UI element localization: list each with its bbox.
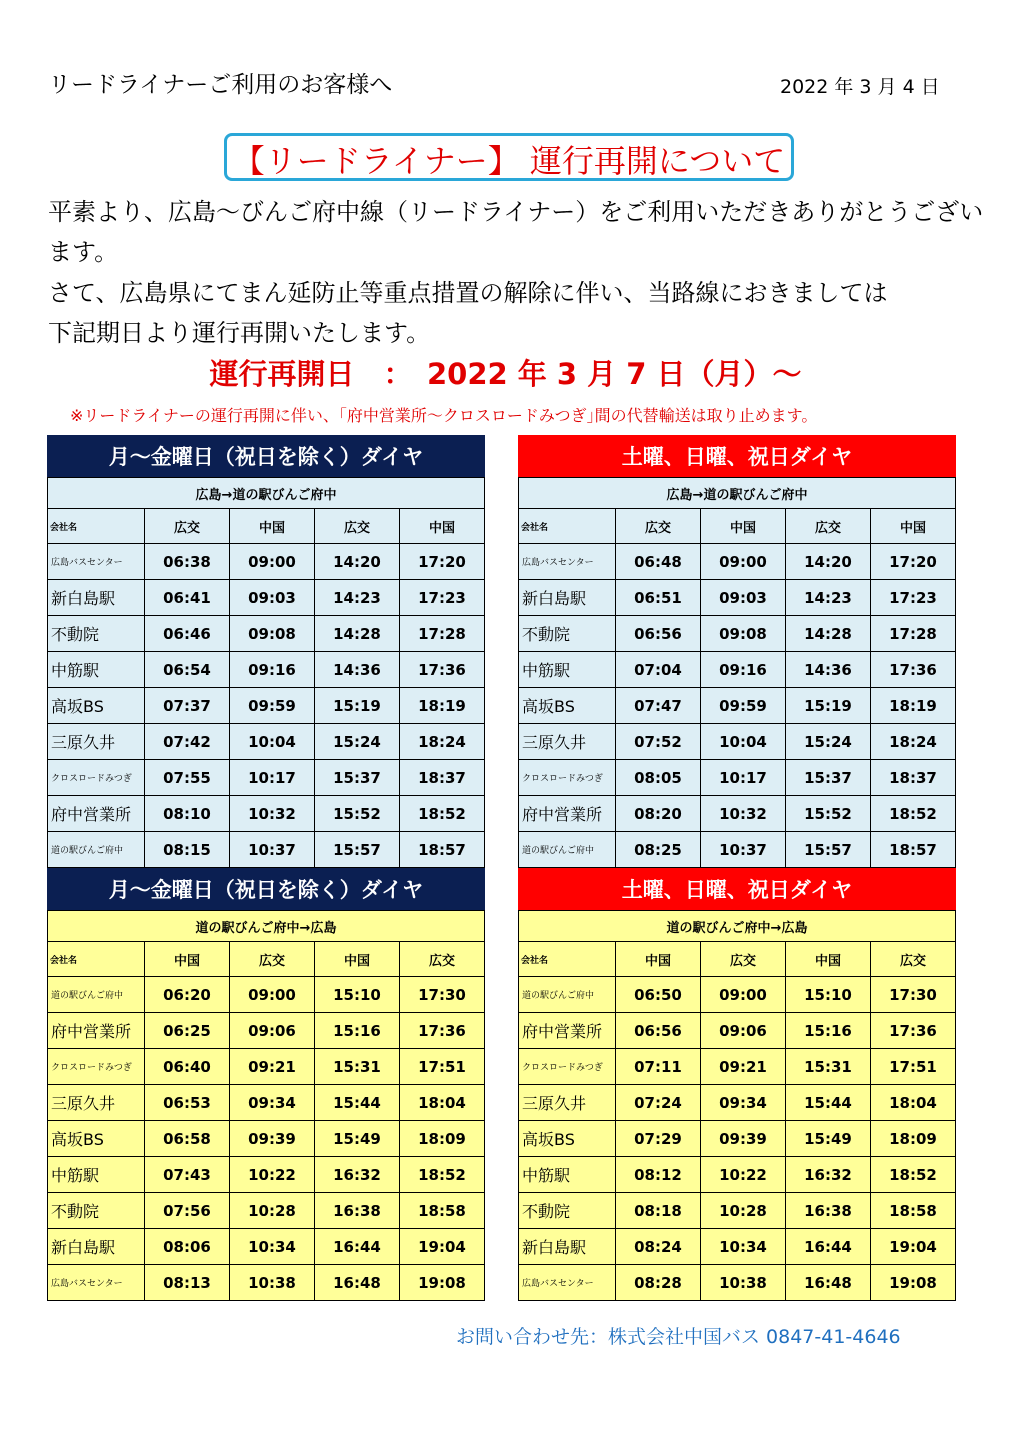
company-cell: 広交 bbox=[400, 942, 485, 977]
time-cell: 18:24 bbox=[400, 724, 485, 760]
stop-name: 道の駅びんご府中 bbox=[519, 977, 616, 1013]
company-cell: 広交 bbox=[616, 509, 701, 544]
stop-name: 府中営業所 bbox=[48, 796, 145, 832]
time-cell: 17:36 bbox=[871, 652, 956, 688]
company-cell: 中国 bbox=[315, 942, 400, 977]
table-row bbox=[519, 1049, 956, 1085]
time-cell: 15:57 bbox=[786, 832, 871, 868]
time-cell: 09:39 bbox=[701, 1121, 786, 1157]
table-row bbox=[48, 760, 485, 796]
time-cell: 16:48 bbox=[786, 1265, 871, 1301]
company-cell: 広交 bbox=[786, 509, 871, 544]
company-cell: 中国 bbox=[701, 509, 786, 544]
time-cell: 14:20 bbox=[315, 544, 400, 580]
time-cell: 10:28 bbox=[230, 1193, 315, 1229]
time-cell: 14:28 bbox=[786, 616, 871, 652]
company-cell: 広交 bbox=[315, 509, 400, 544]
timetable-holiday-outbound bbox=[518, 435, 956, 868]
time-cell: 10:34 bbox=[701, 1229, 786, 1265]
table-row bbox=[519, 977, 956, 1013]
time-cell: 06:41 bbox=[145, 580, 230, 616]
time-cell: 17:36 bbox=[400, 1013, 485, 1049]
time-cell: 16:48 bbox=[315, 1265, 400, 1301]
stop-name: 道の駅びんご府中 bbox=[519, 832, 616, 868]
time-cell: 08:13 bbox=[145, 1265, 230, 1301]
timetable bbox=[518, 910, 956, 1301]
time-cell: 10:28 bbox=[701, 1193, 786, 1229]
time-cell: 15:24 bbox=[315, 724, 400, 760]
time-cell: 19:08 bbox=[871, 1265, 956, 1301]
time-cell: 08:05 bbox=[616, 760, 701, 796]
time-cell: 18:52 bbox=[871, 1157, 956, 1193]
table-row bbox=[48, 616, 485, 652]
table-row bbox=[519, 544, 956, 580]
time-cell: 07:37 bbox=[145, 688, 230, 724]
stop-name: 高坂BS bbox=[519, 1121, 616, 1157]
table-row bbox=[48, 1157, 485, 1193]
time-cell: 17:30 bbox=[400, 977, 485, 1013]
company-label: 会社名 bbox=[519, 509, 616, 544]
table-row bbox=[519, 1121, 956, 1157]
time-cell: 09:39 bbox=[230, 1121, 315, 1157]
body-line-2: ます。 bbox=[48, 238, 119, 266]
table-row bbox=[519, 832, 956, 868]
stop-name: 府中営業所 bbox=[519, 1013, 616, 1049]
time-cell: 17:28 bbox=[871, 616, 956, 652]
time-cell: 10:17 bbox=[701, 760, 786, 796]
time-cell: 06:56 bbox=[616, 616, 701, 652]
timetable bbox=[47, 910, 485, 1301]
time-cell: 09:34 bbox=[230, 1085, 315, 1121]
time-cell: 08:10 bbox=[145, 796, 230, 832]
time-cell: 15:16 bbox=[315, 1013, 400, 1049]
table-row bbox=[48, 1193, 485, 1229]
time-cell: 10:04 bbox=[701, 724, 786, 760]
stop-name: 中筋駅 bbox=[48, 652, 145, 688]
timetable bbox=[518, 477, 956, 868]
table-row bbox=[519, 1013, 956, 1049]
time-cell: 18:19 bbox=[400, 688, 485, 724]
time-cell: 06:54 bbox=[145, 652, 230, 688]
stop-name: 高坂BS bbox=[48, 1121, 145, 1157]
stop-name: 中筋駅 bbox=[519, 1157, 616, 1193]
stop-name: 中筋駅 bbox=[519, 652, 616, 688]
stop-name: 新白島駅 bbox=[48, 580, 145, 616]
table-row bbox=[48, 1013, 485, 1049]
time-cell: 15:52 bbox=[786, 796, 871, 832]
company-cell: 中国 bbox=[616, 942, 701, 977]
time-cell: 17:20 bbox=[871, 544, 956, 580]
time-cell: 08:20 bbox=[616, 796, 701, 832]
time-cell: 15:24 bbox=[786, 724, 871, 760]
time-cell: 07:56 bbox=[145, 1193, 230, 1229]
time-cell: 10:22 bbox=[701, 1157, 786, 1193]
timetable-holiday-inbound bbox=[518, 868, 956, 1301]
stop-name: 広島バスセンター bbox=[48, 544, 145, 580]
stop-name: 広島バスセンター bbox=[519, 1265, 616, 1301]
time-cell: 16:44 bbox=[786, 1229, 871, 1265]
time-cell: 09:00 bbox=[701, 977, 786, 1013]
time-cell: 15:19 bbox=[786, 688, 871, 724]
time-cell: 18:52 bbox=[400, 796, 485, 832]
document-date: 2022 年 3 月 4 日 bbox=[780, 76, 940, 98]
time-cell: 07:55 bbox=[145, 760, 230, 796]
stop-name: 三原久井 bbox=[48, 724, 145, 760]
time-cell: 18:52 bbox=[871, 796, 956, 832]
stop-name: 三原久井 bbox=[48, 1085, 145, 1121]
time-cell: 15:57 bbox=[315, 832, 400, 868]
table-row bbox=[519, 580, 956, 616]
time-cell: 18:09 bbox=[400, 1121, 485, 1157]
body-line-4: 下記期日より運行再開いたします。 bbox=[48, 319, 431, 347]
time-cell: 15:16 bbox=[786, 1013, 871, 1049]
time-cell: 09:21 bbox=[230, 1049, 315, 1085]
stop-name: 不動院 bbox=[48, 1193, 145, 1229]
table-row bbox=[48, 796, 485, 832]
time-cell: 07:11 bbox=[616, 1049, 701, 1085]
time-cell: 06:56 bbox=[616, 1013, 701, 1049]
table-row bbox=[519, 616, 956, 652]
time-cell: 18:58 bbox=[871, 1193, 956, 1229]
time-cell: 07:29 bbox=[616, 1121, 701, 1157]
stop-name: 広島バスセンター bbox=[519, 544, 616, 580]
time-cell: 10:37 bbox=[230, 832, 315, 868]
time-cell: 08:06 bbox=[145, 1229, 230, 1265]
time-cell: 18:04 bbox=[400, 1085, 485, 1121]
time-cell: 19:08 bbox=[400, 1265, 485, 1301]
timetable-weekday-inbound bbox=[47, 868, 485, 1301]
time-cell: 17:36 bbox=[400, 652, 485, 688]
time-cell: 15:49 bbox=[786, 1121, 871, 1157]
stop-name: 新白島駅 bbox=[48, 1229, 145, 1265]
time-cell: 14:28 bbox=[315, 616, 400, 652]
time-cell: 17:30 bbox=[871, 977, 956, 1013]
stop-name: 新白島駅 bbox=[519, 580, 616, 616]
route-label: 道の駅びんご府中→広島 bbox=[48, 911, 485, 942]
time-cell: 18:19 bbox=[871, 688, 956, 724]
time-cell: 17:51 bbox=[400, 1049, 485, 1085]
time-cell: 07:04 bbox=[616, 652, 701, 688]
time-cell: 08:18 bbox=[616, 1193, 701, 1229]
table-row bbox=[519, 796, 956, 832]
body-line-3: さて、広島県にてまん延防止等重点措置の解除に伴い、当路線におきましては bbox=[48, 279, 888, 307]
timetable bbox=[47, 477, 485, 868]
stop-name: 不動院 bbox=[48, 616, 145, 652]
page-title: 【リードライナー】 運行再開について bbox=[232, 142, 786, 180]
time-cell: 15:37 bbox=[786, 760, 871, 796]
time-cell: 08:15 bbox=[145, 832, 230, 868]
time-cell: 09:34 bbox=[701, 1085, 786, 1121]
time-cell: 06:20 bbox=[145, 977, 230, 1013]
time-cell: 08:12 bbox=[616, 1157, 701, 1193]
route-label: 広島→道の駅びんご府中 bbox=[519, 478, 956, 509]
time-cell: 15:10 bbox=[786, 977, 871, 1013]
time-cell: 18:37 bbox=[400, 760, 485, 796]
time-cell: 06:38 bbox=[145, 544, 230, 580]
stop-name: クロスロードみつぎ bbox=[519, 760, 616, 796]
company-cell: 広交 bbox=[701, 942, 786, 977]
time-cell: 15:19 bbox=[315, 688, 400, 724]
time-cell: 08:25 bbox=[616, 832, 701, 868]
table-row bbox=[519, 688, 956, 724]
time-cell: 09:16 bbox=[701, 652, 786, 688]
time-cell: 06:46 bbox=[145, 616, 230, 652]
notice: ※リードライナーの運行再開に伴い、｢府中営業所～クロスロードみつぎ｣間の代替輸送は取り止めます。 bbox=[70, 406, 818, 425]
contact-info: お問い合わせ先：株式会社中国バス 0847-41-4646 bbox=[456, 1326, 901, 1348]
time-cell: 10:17 bbox=[230, 760, 315, 796]
time-cell: 09:59 bbox=[701, 688, 786, 724]
time-cell: 09:08 bbox=[230, 616, 315, 652]
time-cell: 08:28 bbox=[616, 1265, 701, 1301]
time-cell: 09:03 bbox=[230, 580, 315, 616]
table-row bbox=[48, 1085, 485, 1121]
time-cell: 16:32 bbox=[315, 1157, 400, 1193]
time-cell: 16:44 bbox=[315, 1229, 400, 1265]
time-cell: 10:04 bbox=[230, 724, 315, 760]
time-cell: 06:53 bbox=[145, 1085, 230, 1121]
stop-name: 不動院 bbox=[519, 1193, 616, 1229]
stop-name: 高坂BS bbox=[48, 688, 145, 724]
time-cell: 06:40 bbox=[145, 1049, 230, 1085]
time-cell: 14:20 bbox=[786, 544, 871, 580]
company-cell: 中国 bbox=[786, 942, 871, 977]
time-cell: 07:43 bbox=[145, 1157, 230, 1193]
time-cell: 17:23 bbox=[871, 580, 956, 616]
time-cell: 10:32 bbox=[701, 796, 786, 832]
time-cell: 09:21 bbox=[701, 1049, 786, 1085]
time-cell: 17:51 bbox=[871, 1049, 956, 1085]
time-cell: 15:10 bbox=[315, 977, 400, 1013]
stop-name: 道の駅びんご府中 bbox=[48, 977, 145, 1013]
time-cell: 07:24 bbox=[616, 1085, 701, 1121]
company-cell: 広交 bbox=[871, 942, 956, 977]
time-cell: 17:20 bbox=[400, 544, 485, 580]
table-row bbox=[48, 652, 485, 688]
time-cell: 18:24 bbox=[871, 724, 956, 760]
company-cell: 中国 bbox=[230, 509, 315, 544]
time-cell: 09:06 bbox=[701, 1013, 786, 1049]
time-cell: 09:08 bbox=[701, 616, 786, 652]
time-cell: 15:31 bbox=[315, 1049, 400, 1085]
time-cell: 09:16 bbox=[230, 652, 315, 688]
time-cell: 15:44 bbox=[786, 1085, 871, 1121]
stop-name: 府中営業所 bbox=[48, 1013, 145, 1049]
time-cell: 14:23 bbox=[786, 580, 871, 616]
time-cell: 10:37 bbox=[701, 832, 786, 868]
table-row bbox=[48, 1121, 485, 1157]
timetable-header: 土曜、日曜、祝日ダイヤ bbox=[518, 435, 956, 477]
route-label: 広島→道の駅びんご府中 bbox=[48, 478, 485, 509]
table-row bbox=[48, 832, 485, 868]
table-row bbox=[519, 1229, 956, 1265]
time-cell: 09:00 bbox=[230, 977, 315, 1013]
time-cell: 09:00 bbox=[701, 544, 786, 580]
timetable-weekday-outbound bbox=[47, 435, 485, 868]
company-cell: 広交 bbox=[230, 942, 315, 977]
stop-name: 広島バスセンター bbox=[48, 1265, 145, 1301]
stop-name: 中筋駅 bbox=[48, 1157, 145, 1193]
time-cell: 07:52 bbox=[616, 724, 701, 760]
time-cell: 09:06 bbox=[230, 1013, 315, 1049]
time-cell: 18:58 bbox=[400, 1193, 485, 1229]
table-row bbox=[48, 580, 485, 616]
time-cell: 17:28 bbox=[400, 616, 485, 652]
time-cell: 07:42 bbox=[145, 724, 230, 760]
body-line-1: 平素より、広島～びんご府中線（リードライナー）をご利用いただきありがとうござい bbox=[48, 198, 984, 226]
time-cell: 17:36 bbox=[871, 1013, 956, 1049]
time-cell: 17:23 bbox=[400, 580, 485, 616]
stop-name: 新白島駅 bbox=[519, 1229, 616, 1265]
time-cell: 18:37 bbox=[871, 760, 956, 796]
time-cell: 15:44 bbox=[315, 1085, 400, 1121]
time-cell: 15:37 bbox=[315, 760, 400, 796]
time-cell: 09:03 bbox=[701, 580, 786, 616]
table-row bbox=[48, 688, 485, 724]
time-cell: 06:51 bbox=[616, 580, 701, 616]
time-cell: 18:04 bbox=[871, 1085, 956, 1121]
time-cell: 09:59 bbox=[230, 688, 315, 724]
table-row bbox=[519, 1157, 956, 1193]
time-cell: 06:50 bbox=[616, 977, 701, 1013]
stop-name: クロスロードみつぎ bbox=[48, 1049, 145, 1085]
stop-name: クロスロードみつぎ bbox=[519, 1049, 616, 1085]
time-cell: 06:48 bbox=[616, 544, 701, 580]
timetable-header: 月～金曜日（祝日を除く）ダイヤ bbox=[47, 435, 485, 477]
time-cell: 15:31 bbox=[786, 1049, 871, 1085]
time-cell: 10:38 bbox=[701, 1265, 786, 1301]
route-label: 道の駅びんご府中→広島 bbox=[519, 911, 956, 942]
company-cell: 中国 bbox=[871, 509, 956, 544]
stop-name: 道の駅びんご府中 bbox=[48, 832, 145, 868]
table-row bbox=[48, 1229, 485, 1265]
time-cell: 19:04 bbox=[871, 1229, 956, 1265]
company-label: 会社名 bbox=[48, 942, 145, 977]
table-row bbox=[48, 977, 485, 1013]
time-cell: 15:52 bbox=[315, 796, 400, 832]
company-cell: 中国 bbox=[145, 942, 230, 977]
time-cell: 16:32 bbox=[786, 1157, 871, 1193]
company-cell: 広交 bbox=[145, 509, 230, 544]
time-cell: 14:36 bbox=[315, 652, 400, 688]
table-row bbox=[519, 652, 956, 688]
time-cell: 08:24 bbox=[616, 1229, 701, 1265]
time-cell: 10:38 bbox=[230, 1265, 315, 1301]
stop-name: 不動院 bbox=[519, 616, 616, 652]
time-cell: 14:36 bbox=[786, 652, 871, 688]
company-label: 会社名 bbox=[519, 942, 616, 977]
stop-name: 三原久井 bbox=[519, 724, 616, 760]
time-cell: 16:38 bbox=[786, 1193, 871, 1229]
time-cell: 18:09 bbox=[871, 1121, 956, 1157]
time-cell: 10:32 bbox=[230, 796, 315, 832]
time-cell: 09:00 bbox=[230, 544, 315, 580]
time-cell: 10:22 bbox=[230, 1157, 315, 1193]
time-cell: 16:38 bbox=[315, 1193, 400, 1229]
time-cell: 06:58 bbox=[145, 1121, 230, 1157]
table-row bbox=[519, 724, 956, 760]
table-row bbox=[48, 1265, 485, 1301]
time-cell: 15:49 bbox=[315, 1121, 400, 1157]
time-cell: 06:25 bbox=[145, 1013, 230, 1049]
timetable-header: 土曜、日曜、祝日ダイヤ bbox=[518, 868, 956, 910]
table-row bbox=[48, 724, 485, 760]
table-row bbox=[48, 544, 485, 580]
stop-name: 府中営業所 bbox=[519, 796, 616, 832]
company-label: 会社名 bbox=[48, 509, 145, 544]
time-cell: 14:23 bbox=[315, 580, 400, 616]
table-row bbox=[519, 1085, 956, 1121]
timetable-header: 月～金曜日（祝日を除く）ダイヤ bbox=[47, 868, 485, 910]
time-cell: 07:47 bbox=[616, 688, 701, 724]
stop-name: クロスロードみつぎ bbox=[48, 760, 145, 796]
time-cell: 18:57 bbox=[871, 832, 956, 868]
table-row bbox=[519, 1193, 956, 1229]
time-cell: 10:34 bbox=[230, 1229, 315, 1265]
company-cell: 中国 bbox=[400, 509, 485, 544]
greeting: リードライナーご利用のお客様へ bbox=[48, 72, 393, 98]
table-row bbox=[48, 1049, 485, 1085]
time-cell: 18:52 bbox=[400, 1157, 485, 1193]
stop-name: 高坂BS bbox=[519, 688, 616, 724]
resume-date: 運行再開日 ： 2022 年 3 月 7 日（月）～ bbox=[209, 357, 802, 391]
table-row bbox=[519, 760, 956, 796]
time-cell: 19:04 bbox=[400, 1229, 485, 1265]
time-cell: 18:57 bbox=[400, 832, 485, 868]
table-row bbox=[519, 1265, 956, 1301]
stop-name: 三原久井 bbox=[519, 1085, 616, 1121]
